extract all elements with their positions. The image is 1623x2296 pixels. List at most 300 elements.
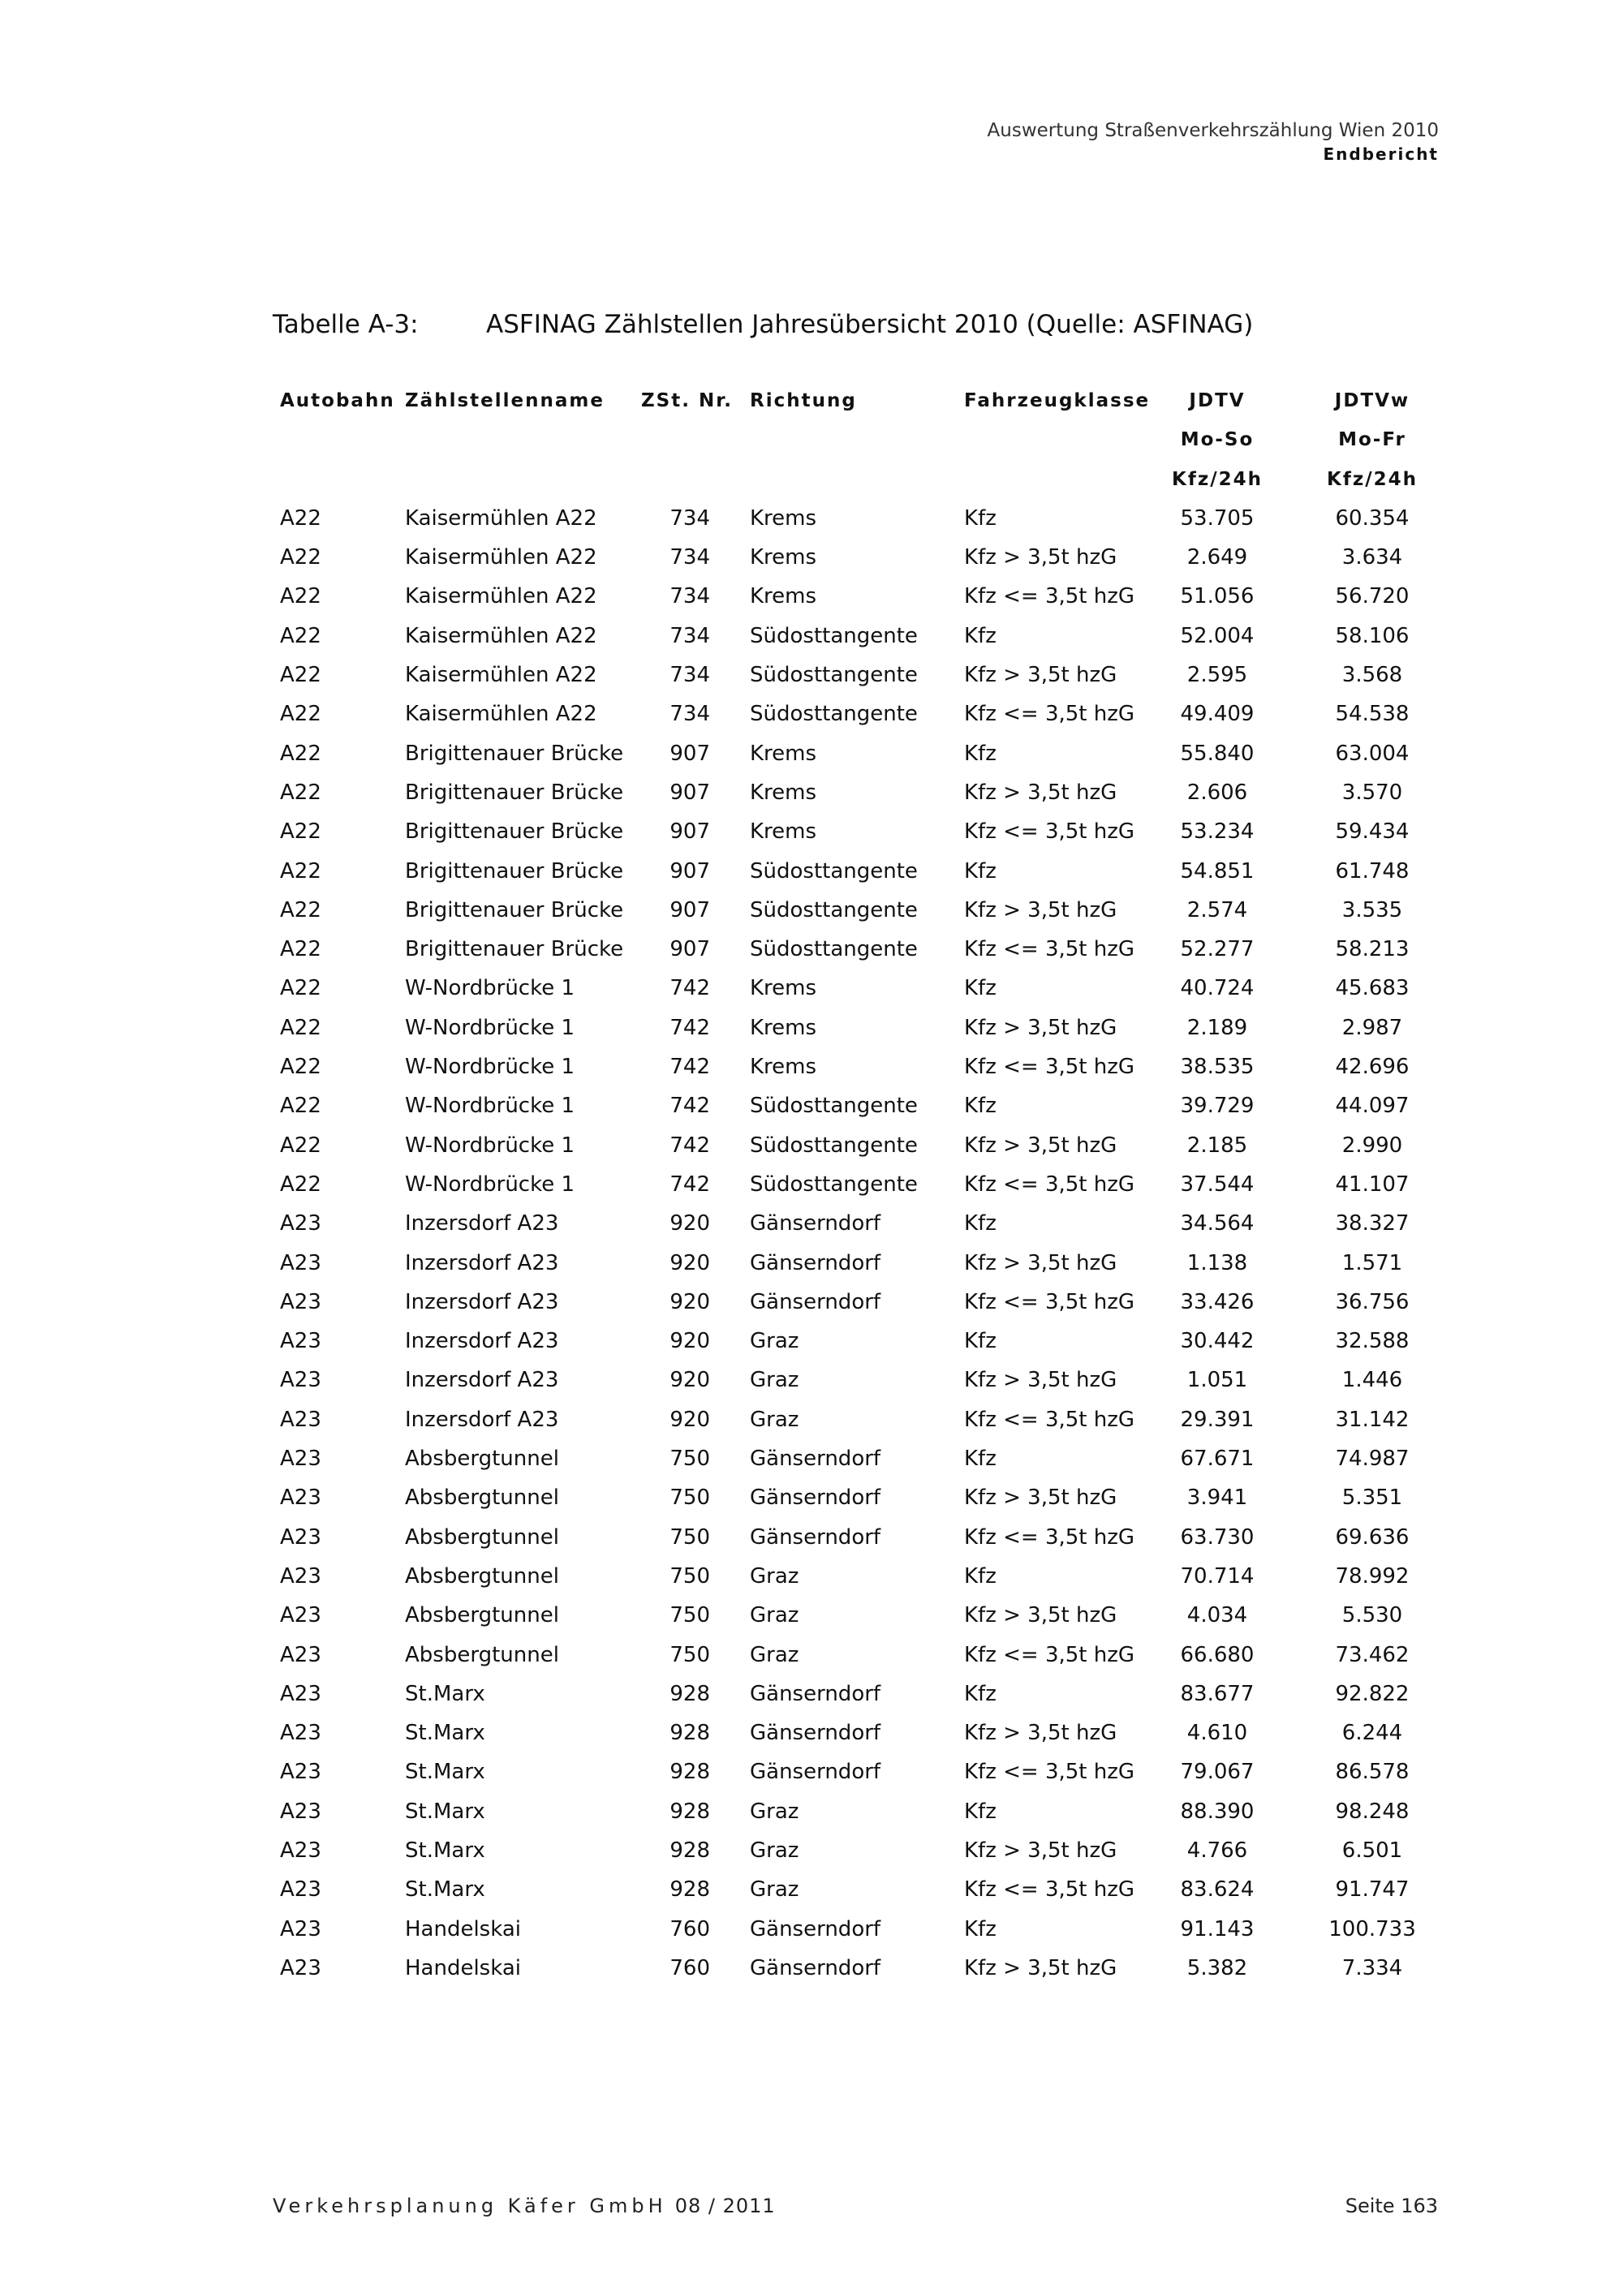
table-header-row (0, 420, 1623, 459)
cell-zst-nr: 920 (669, 1368, 710, 1393)
cell-fahrzeugklasse: Kfz > 3,5t hzG (964, 897, 1117, 922)
cell-jdtv: 2.649 (1186, 545, 1248, 570)
cell-jdtvw: 6.244 (1341, 1721, 1403, 1746)
cell-jdtvw: 38.327 (1335, 1211, 1410, 1236)
cell-zaehlstellenname: Absbergtunnel (405, 1563, 559, 1589)
cell-jdtv: 30.442 (1180, 1329, 1255, 1354)
cell-jdtv: 4.034 (1186, 1603, 1248, 1628)
cell-jdtvw: 45.683 (1335, 976, 1410, 1001)
cell-fahrzeugklasse: Kfz <= 3,5t hzG (964, 819, 1135, 845)
cell-fahrzeugklasse: Kfz (964, 1916, 997, 1941)
table-row (0, 1244, 1623, 1283)
cell-jdtv: 49.409 (1180, 702, 1255, 727)
cell-autobahn: A23 (280, 1760, 321, 1785)
cell-jdtv: 40.724 (1180, 976, 1255, 1001)
cell-autobahn: A22 (280, 1094, 321, 1119)
cell-fahrzeugklasse: Kfz <= 3,5t hzG (964, 1172, 1135, 1197)
cell-jdtvw: 59.434 (1335, 819, 1410, 845)
cell-autobahn: A23 (280, 1211, 321, 1236)
cell-richtung: Graz (750, 1877, 799, 1903)
cell-fahrzeugklasse: Kfz > 3,5t hzG (964, 780, 1117, 805)
footer-date: 08 / 2011 (674, 2195, 776, 2217)
table-row (0, 1910, 1623, 1949)
header-cell-jdtvw: Mo-Fr (1338, 429, 1406, 451)
header-cell-jdtvw: JDTVw (1334, 390, 1410, 411)
table-row (0, 1361, 1623, 1400)
cell-autobahn: A23 (280, 1250, 321, 1275)
running-header-title: Auswertung Straßenverkehrszählung Wien 2010 (987, 120, 1439, 141)
cell-zaehlstellenname: W-Nordbrücke 1 (405, 1094, 575, 1119)
cell-jdtv: 2.606 (1186, 780, 1248, 805)
cell-autobahn: A22 (280, 505, 321, 531)
cell-fahrzeugklasse: Kfz (964, 741, 997, 766)
cell-zst-nr: 742 (669, 1094, 710, 1119)
cell-fahrzeugklasse: Kfz <= 3,5t hzG (964, 1055, 1135, 1080)
cell-jdtvw: 3.568 (1341, 663, 1403, 688)
cell-autobahn: A23 (280, 1955, 321, 1980)
cell-jdtv: 1.051 (1186, 1368, 1248, 1393)
cell-jdtv: 2.185 (1186, 1133, 1248, 1158)
cell-zst-nr: 907 (669, 937, 710, 962)
cell-autobahn: A22 (280, 545, 321, 570)
cell-autobahn: A23 (280, 1524, 321, 1550)
cell-jdtv: 55.840 (1180, 741, 1255, 766)
table-row (0, 1752, 1623, 1791)
cell-jdtv: 2.595 (1186, 663, 1248, 688)
cell-zst-nr: 734 (669, 545, 710, 570)
cell-richtung: Gänserndorf (750, 1681, 881, 1706)
cell-zst-nr: 742 (669, 1015, 710, 1040)
cell-richtung: Gänserndorf (750, 1955, 881, 1980)
cell-jdtv: 91.143 (1180, 1916, 1255, 1941)
cell-zst-nr: 920 (669, 1289, 710, 1314)
cell-jdtvw: 1.446 (1341, 1368, 1403, 1393)
cell-zst-nr: 750 (669, 1642, 710, 1667)
cell-autobahn: A23 (280, 1799, 321, 1824)
cell-richtung: Südosttangente (750, 1172, 918, 1197)
table-row (0, 1596, 1623, 1635)
cell-zaehlstellenname: Kaisermühlen A22 (405, 584, 597, 609)
cell-jdtvw: 98.248 (1335, 1799, 1410, 1824)
cell-zst-nr: 920 (669, 1250, 710, 1275)
cell-richtung: Südosttangente (750, 1094, 918, 1119)
cell-fahrzeugklasse: Kfz (964, 623, 997, 648)
cell-autobahn: A23 (280, 1642, 321, 1667)
table-row (0, 1322, 1623, 1361)
cell-jdtv: 53.234 (1180, 819, 1255, 845)
cell-zaehlstellenname: Kaisermühlen A22 (405, 505, 597, 531)
cell-autobahn: A23 (280, 1838, 321, 1863)
cell-richtung: Krems (750, 1015, 817, 1040)
cell-jdtv: 53.705 (1180, 505, 1255, 531)
cell-jdtvw: 7.334 (1341, 1955, 1403, 1980)
cell-fahrzeugklasse: Kfz > 3,5t hzG (964, 1955, 1117, 1980)
header-cell-fahrzeugklasse: Fahrzeugklasse (964, 390, 1151, 411)
cell-zaehlstellenname: W-Nordbrücke 1 (405, 1172, 575, 1197)
cell-zst-nr: 742 (669, 1055, 710, 1080)
table-row (0, 1831, 1623, 1870)
cell-jdtv: 4.610 (1186, 1721, 1248, 1746)
cell-jdtvw: 73.462 (1335, 1642, 1410, 1667)
table-row (0, 1283, 1623, 1322)
table-row (0, 1126, 1623, 1165)
cell-zaehlstellenname: Absbergtunnel (405, 1447, 559, 1472)
running-header-subtitle: Endbericht (1323, 144, 1439, 164)
cell-autobahn: A23 (280, 1329, 321, 1354)
cell-zaehlstellenname: W-Nordbrücke 1 (405, 1055, 575, 1080)
cell-autobahn: A22 (280, 819, 321, 845)
cell-zaehlstellenname: Absbergtunnel (405, 1486, 559, 1511)
header-cell-jdtv: Mo-So (1180, 429, 1255, 451)
table-row (0, 1086, 1623, 1125)
cell-zaehlstellenname: Handelskai (405, 1916, 521, 1941)
cell-fahrzeugklasse: Kfz (964, 1329, 997, 1354)
cell-jdtvw: 32.588 (1335, 1329, 1410, 1354)
cell-zaehlstellenname: Brigittenauer Brücke (405, 780, 624, 805)
cell-jdtvw: 5.351 (1341, 1486, 1403, 1511)
cell-autobahn: A23 (280, 1289, 321, 1314)
cell-zst-nr: 734 (669, 505, 710, 531)
cell-jdtvw: 41.107 (1335, 1172, 1410, 1197)
cell-richtung: Krems (750, 545, 817, 570)
table-row (0, 1478, 1623, 1517)
cell-autobahn: A23 (280, 1368, 321, 1393)
cell-fahrzeugklasse: Kfz > 3,5t hzG (964, 1250, 1117, 1275)
header-cell-richtung: Richtung (750, 390, 857, 411)
cell-jdtvw: 54.538 (1335, 702, 1410, 727)
cell-jdtv: 83.677 (1180, 1681, 1255, 1706)
cell-fahrzeugklasse: Kfz (964, 1447, 997, 1472)
cell-fahrzeugklasse: Kfz <= 3,5t hzG (964, 1760, 1135, 1785)
cell-jdtvw: 56.720 (1335, 584, 1410, 609)
cell-zst-nr: 928 (669, 1721, 710, 1746)
cell-jdtv: 38.535 (1180, 1055, 1255, 1080)
cell-autobahn: A22 (280, 976, 321, 1001)
header-cell-jdtvw: Kfz/24h (1327, 468, 1418, 490)
table-caption-label: Tabelle A-3: (273, 310, 419, 339)
cell-zaehlstellenname: St.Marx (405, 1838, 485, 1863)
cell-autobahn: A23 (280, 1603, 321, 1628)
cell-richtung: Krems (750, 584, 817, 609)
cell-fahrzeugklasse: Kfz (964, 1094, 997, 1119)
cell-zst-nr: 928 (669, 1838, 710, 1863)
cell-fahrzeugklasse: Kfz (964, 1799, 997, 1824)
cell-jdtv: 37.544 (1180, 1172, 1255, 1197)
cell-richtung: Krems (750, 505, 817, 531)
cell-jdtvw: 1.571 (1341, 1250, 1403, 1275)
cell-richtung: Gänserndorf (750, 1760, 881, 1785)
cell-jdtvw: 3.634 (1341, 545, 1403, 570)
cell-zst-nr: 742 (669, 976, 710, 1001)
cell-fahrzeugklasse: Kfz > 3,5t hzG (964, 1368, 1117, 1393)
cell-jdtv: 63.730 (1180, 1524, 1255, 1550)
cell-zaehlstellenname: Inzersdorf A23 (405, 1250, 559, 1275)
cell-zst-nr: 928 (669, 1681, 710, 1706)
cell-richtung: Gänserndorf (750, 1211, 881, 1236)
cell-autobahn: A22 (280, 858, 321, 884)
cell-jdtvw: 3.535 (1341, 897, 1403, 922)
cell-jdtvw: 36.756 (1335, 1289, 1410, 1314)
cell-autobahn: A22 (280, 623, 321, 648)
cell-zaehlstellenname: W-Nordbrücke 1 (405, 1015, 575, 1040)
cell-autobahn: A23 (280, 1877, 321, 1903)
table-row (0, 969, 1623, 1008)
traffic-count-table (0, 381, 1623, 1988)
cell-zaehlstellenname: St.Marx (405, 1877, 485, 1903)
cell-zaehlstellenname: Inzersdorf A23 (405, 1407, 559, 1432)
cell-zst-nr: 750 (669, 1563, 710, 1589)
cell-jdtvw: 63.004 (1335, 741, 1410, 766)
cell-zst-nr: 907 (669, 897, 710, 922)
cell-autobahn: A22 (280, 1055, 321, 1080)
cell-jdtvw: 78.992 (1335, 1563, 1410, 1589)
cell-jdtvw: 92.822 (1335, 1681, 1410, 1706)
cell-fahrzeugklasse: Kfz <= 3,5t hzG (964, 702, 1135, 727)
cell-jdtv: 67.671 (1180, 1447, 1255, 1472)
cell-zst-nr: 742 (669, 1172, 710, 1197)
page-number: Seite 163 (1345, 2195, 1438, 2217)
table-row (0, 577, 1623, 616)
cell-richtung: Krems (750, 780, 817, 805)
cell-jdtvw: 5.530 (1341, 1603, 1403, 1628)
header-cell-jdtv: JDTV (1189, 390, 1246, 411)
cell-autobahn: A23 (280, 1681, 321, 1706)
cell-zst-nr: 907 (669, 741, 710, 766)
cell-zaehlstellenname: W-Nordbrücke 1 (405, 976, 575, 1001)
cell-jdtvw: 6.501 (1341, 1838, 1403, 1863)
cell-zaehlstellenname: Kaisermühlen A22 (405, 702, 597, 727)
cell-zaehlstellenname: Brigittenauer Brücke (405, 819, 624, 845)
footer-company (273, 2195, 776, 2217)
cell-jdtvw: 86.578 (1335, 1760, 1410, 1785)
cell-fahrzeugklasse: Kfz > 3,5t hzG (964, 1486, 1117, 1511)
cell-jdtvw: 42.696 (1335, 1055, 1410, 1080)
cell-zst-nr: 920 (669, 1211, 710, 1236)
cell-jdtv: 83.624 (1180, 1877, 1255, 1903)
table-row (0, 1949, 1623, 1988)
cell-autobahn: A23 (280, 1563, 321, 1589)
cell-zaehlstellenname: Absbergtunnel (405, 1603, 559, 1628)
cell-jdtv: 29.391 (1180, 1407, 1255, 1432)
cell-jdtvw: 58.213 (1335, 937, 1410, 962)
cell-jdtvw: 61.748 (1335, 858, 1410, 884)
cell-autobahn: A22 (280, 1015, 321, 1040)
cell-jdtv: 33.426 (1180, 1289, 1255, 1314)
cell-fahrzeugklasse: Kfz > 3,5t hzG (964, 1133, 1117, 1158)
cell-zaehlstellenname: Kaisermühlen A22 (405, 623, 597, 648)
cell-fahrzeugklasse: Kfz > 3,5t hzG (964, 545, 1117, 570)
cell-fahrzeugklasse: Kfz > 3,5t hzG (964, 1603, 1117, 1628)
cell-fahrzeugklasse: Kfz <= 3,5t hzG (964, 1407, 1135, 1432)
cell-fahrzeugklasse: Kfz > 3,5t hzG (964, 1721, 1117, 1746)
cell-jdtvw: 44.097 (1335, 1094, 1410, 1119)
table-row (0, 1047, 1623, 1086)
cell-fahrzeugklasse: Kfz <= 3,5t hzG (964, 584, 1135, 609)
cell-zaehlstellenname: Kaisermühlen A22 (405, 545, 597, 570)
cell-zaehlstellenname: Inzersdorf A23 (405, 1289, 559, 1314)
cell-autobahn: A23 (280, 1447, 321, 1472)
cell-zst-nr: 907 (669, 858, 710, 884)
cell-autobahn: A22 (280, 741, 321, 766)
cell-zaehlstellenname: St.Marx (405, 1760, 485, 1785)
cell-fahrzeugklasse: Kfz > 3,5t hzG (964, 1838, 1117, 1863)
cell-zaehlstellenname: St.Marx (405, 1721, 485, 1746)
cell-jdtv: 66.680 (1180, 1642, 1255, 1667)
cell-richtung: Südosttangente (750, 937, 918, 962)
header-cell-zst-nr: ZSt. Nr. (641, 390, 734, 411)
cell-zaehlstellenname: Brigittenauer Brücke (405, 937, 624, 962)
cell-jdtvw: 91.747 (1335, 1877, 1410, 1903)
cell-jdtvw: 60.354 (1335, 505, 1410, 531)
cell-zst-nr: 760 (669, 1955, 710, 1980)
cell-zst-nr: 742 (669, 1133, 710, 1158)
cell-richtung: Südosttangente (750, 623, 918, 648)
cell-jdtv: 2.574 (1186, 897, 1248, 922)
cell-zst-nr: 750 (669, 1486, 710, 1511)
cell-zaehlstellenname: Inzersdorf A23 (405, 1211, 559, 1236)
cell-autobahn: A22 (280, 780, 321, 805)
cell-richtung: Graz (750, 1329, 799, 1354)
table-row (0, 734, 1623, 773)
cell-richtung: Krems (750, 819, 817, 845)
cell-autobahn: A23 (280, 1486, 321, 1511)
cell-fahrzeugklasse: Kfz (964, 1681, 997, 1706)
cell-richtung: Graz (750, 1799, 799, 1824)
table-header-row (0, 460, 1623, 499)
cell-richtung: Graz (750, 1642, 799, 1667)
table-row (0, 1008, 1623, 1047)
cell-jdtv: 51.056 (1180, 584, 1255, 609)
cell-richtung: Krems (750, 741, 817, 766)
cell-zst-nr: 920 (669, 1407, 710, 1432)
cell-richtung: Gänserndorf (750, 1721, 881, 1746)
table-row (0, 1870, 1623, 1909)
cell-zaehlstellenname: Absbergtunnel (405, 1524, 559, 1550)
cell-zst-nr: 734 (669, 623, 710, 648)
cell-richtung: Krems (750, 976, 817, 1001)
cell-fahrzeugklasse: Kfz (964, 1563, 997, 1589)
cell-zst-nr: 734 (669, 663, 710, 688)
cell-jdtv: 52.004 (1180, 623, 1255, 648)
cell-zst-nr: 928 (669, 1799, 710, 1824)
cell-richtung: Gänserndorf (750, 1524, 881, 1550)
cell-zaehlstellenname: St.Marx (405, 1681, 485, 1706)
table-caption-text: ASFINAG Zählstellen Jahresübersicht 2010 (Quelle: ASFINAG) (486, 310, 1254, 339)
cell-fahrzeugklasse: Kfz (964, 858, 997, 884)
cell-jdtv: 70.714 (1180, 1563, 1255, 1589)
header-cell-autobahn: Autobahn (280, 390, 395, 411)
cell-jdtv: 39.729 (1180, 1094, 1255, 1119)
table-row (0, 499, 1623, 538)
table-row (0, 1636, 1623, 1675)
cell-zst-nr: 760 (669, 1916, 710, 1941)
cell-autobahn: A22 (280, 584, 321, 609)
cell-zaehlstellenname: St.Marx (405, 1799, 485, 1824)
cell-richtung: Krems (750, 1055, 817, 1080)
cell-fahrzeugklasse: Kfz <= 3,5t hzG (964, 1877, 1135, 1903)
table-row (0, 1439, 1623, 1478)
header-cell-zaehlstellenname: Zählstellenname (405, 390, 605, 411)
table-header-row (0, 381, 1623, 420)
table-row (0, 1713, 1623, 1752)
cell-zst-nr: 928 (669, 1760, 710, 1785)
cell-zst-nr: 928 (669, 1877, 710, 1903)
cell-richtung: Gänserndorf (750, 1250, 881, 1275)
cell-zaehlstellenname: Handelskai (405, 1955, 521, 1980)
cell-richtung: Gänserndorf (750, 1486, 881, 1511)
cell-zst-nr: 920 (669, 1329, 710, 1354)
table-row (0, 930, 1623, 969)
cell-zaehlstellenname: Inzersdorf A23 (405, 1368, 559, 1393)
cell-zst-nr: 750 (669, 1447, 710, 1472)
cell-fahrzeugklasse: Kfz <= 3,5t hzG (964, 937, 1135, 962)
table-row (0, 852, 1623, 891)
cell-jdtvw: 2.987 (1341, 1015, 1403, 1040)
cell-richtung: Graz (750, 1407, 799, 1432)
table-row (0, 1675, 1623, 1713)
table-row (0, 812, 1623, 851)
cell-autobahn: A23 (280, 1916, 321, 1941)
cell-fahrzeugklasse: Kfz > 3,5t hzG (964, 663, 1117, 688)
table-row (0, 1792, 1623, 1831)
cell-zst-nr: 734 (669, 702, 710, 727)
cell-jdtv: 5.382 (1186, 1955, 1248, 1980)
cell-zaehlstellenname: Kaisermühlen A22 (405, 663, 597, 688)
cell-autobahn: A22 (280, 663, 321, 688)
cell-zst-nr: 750 (669, 1603, 710, 1628)
cell-autobahn: A22 (280, 1133, 321, 1158)
cell-zst-nr: 750 (669, 1524, 710, 1550)
cell-autobahn: A22 (280, 702, 321, 727)
cell-jdtvw: 3.570 (1341, 780, 1403, 805)
cell-zaehlstellenname: Brigittenauer Brücke (405, 741, 624, 766)
cell-fahrzeugklasse: Kfz > 3,5t hzG (964, 1015, 1117, 1040)
cell-jdtvw: 2.990 (1341, 1133, 1403, 1158)
cell-fahrzeugklasse: Kfz (964, 505, 997, 531)
cell-jdtvw: 31.142 (1335, 1407, 1410, 1432)
cell-zaehlstellenname: W-Nordbrücke 1 (405, 1133, 575, 1158)
cell-fahrzeugklasse: Kfz (964, 1211, 997, 1236)
cell-fahrzeugklasse: Kfz (964, 976, 997, 1001)
cell-richtung: Gänserndorf (750, 1447, 881, 1472)
cell-fahrzeugklasse: Kfz <= 3,5t hzG (964, 1289, 1135, 1314)
header-cell-jdtv: Kfz/24h (1172, 468, 1263, 490)
cell-fahrzeugklasse: Kfz <= 3,5t hzG (964, 1642, 1135, 1667)
cell-zst-nr: 907 (669, 819, 710, 845)
cell-richtung: Graz (750, 1563, 799, 1589)
table-row (0, 694, 1623, 733)
cell-jdtv: 2.189 (1186, 1015, 1248, 1040)
cell-richtung: Graz (750, 1838, 799, 1863)
cell-jdtv: 4.766 (1186, 1838, 1248, 1863)
cell-zst-nr: 907 (669, 780, 710, 805)
cell-jdtv: 3.941 (1186, 1486, 1248, 1511)
table-row (0, 1400, 1623, 1439)
cell-richtung: Südosttangente (750, 663, 918, 688)
cell-autobahn: A23 (280, 1721, 321, 1746)
cell-jdtv: 1.138 (1186, 1250, 1248, 1275)
table-row (0, 773, 1623, 812)
cell-richtung: Gänserndorf (750, 1916, 881, 1941)
cell-fahrzeugklasse: Kfz <= 3,5t hzG (964, 1524, 1135, 1550)
footer-company-name: Verkehrsplanung Käfer GmbH (273, 2195, 667, 2217)
cell-richtung: Südosttangente (750, 858, 918, 884)
cell-richtung: Südosttangente (750, 1133, 918, 1158)
cell-jdtvw: 74.987 (1335, 1447, 1410, 1472)
cell-zaehlstellenname: Absbergtunnel (405, 1642, 559, 1667)
cell-jdtv: 34.564 (1180, 1211, 1255, 1236)
cell-jdtvw: 58.106 (1335, 623, 1410, 648)
